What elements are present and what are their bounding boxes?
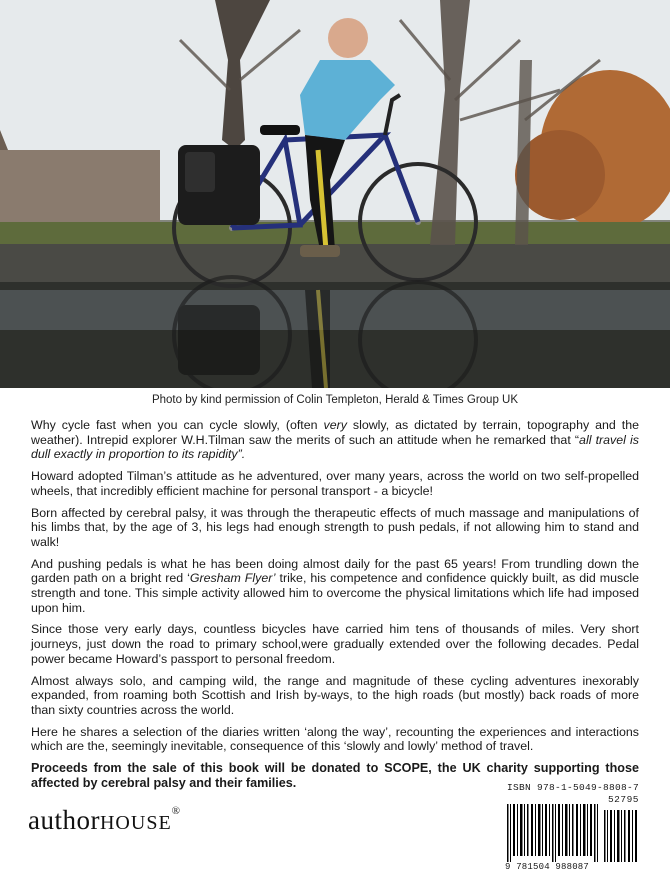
paragraph-6: Almost always solo, and camping wild, the range and magnitude of these cycling adventures inexorably expanded, from roaming both Scottish and Irish by-ways, to the high roads (but mostly) back roads of more than sixty countries across the world. (31, 673, 639, 717)
paragraph-3: Born affected by cerebral palsy, it was through the therapeutic effects of much massage and manipulations of his limbs that, by the age of 3, his legs had enough strength to push pedals, if not allowing him to stand and walk! (31, 505, 639, 549)
paragraph-5: Since those very early days, countless bicycles have carried him tens of thousands of miles. Very short journeys, just down the road to primary school,were gradually extended over the following decades. Pedal power became Howard’s passport to personal freedom. (31, 622, 639, 666)
charity-notice: Proceeds from the sale of this book will be donated to SCOPE, the UK charity supporting those affected by cerebral palsy and their families. (31, 761, 639, 790)
publisher-logo: authorHOUSE® (28, 805, 181, 835)
blurb-text (31, 418, 639, 797)
barcode-bars (505, 804, 639, 862)
cyclist-photo-illustration (0, 0, 670, 388)
ean-digits: 9 781504 988087 (505, 862, 590, 872)
paragraph-4: And pushing pedals is what he has been doing almost daily for the past 65 years! From trundling down the garden path on a bright red ‘Gresham Flyer’ trike, his competence and confidence quickly built, as did muscle strength and tone. This simple activity allowed him to overcome the physical limitations which life had imposed upon him. (31, 556, 640, 615)
paragraph-1: Why cycle fast when you can cycle slowly, (often very slowly, as dictated by terrain, topography and the weather). Intrepid explorer W.H.Tilman saw the merits of such an attitude when he remarked that “all travel is dull exactly in proportion to its rapidity”. (31, 418, 639, 462)
paragraph-7: Here he shares a selection of the diaries written ‘along the way’, recounting the experiences and interactions which are the, seemingly inevitable, consequence of this ‘slowly and lowly’ method of travel. (31, 724, 639, 754)
isbn-label: ISBN 978-1-5049-8808-7 (506, 782, 639, 793)
paragraph-2: Howard adopted Tilman’s attitude as he adventured, over many years, across the world on two self-propelled wheels, that incredibly efficient machine for personal transport - a bicycle! (31, 469, 639, 498)
photo-caption: Photo by kind permission of Colin Templeton, Herald & Times Group UK (151, 394, 519, 406)
price-code: 52795 (607, 794, 639, 805)
cover-photo (0, 0, 670, 388)
isbn-barcode (505, 782, 639, 874)
